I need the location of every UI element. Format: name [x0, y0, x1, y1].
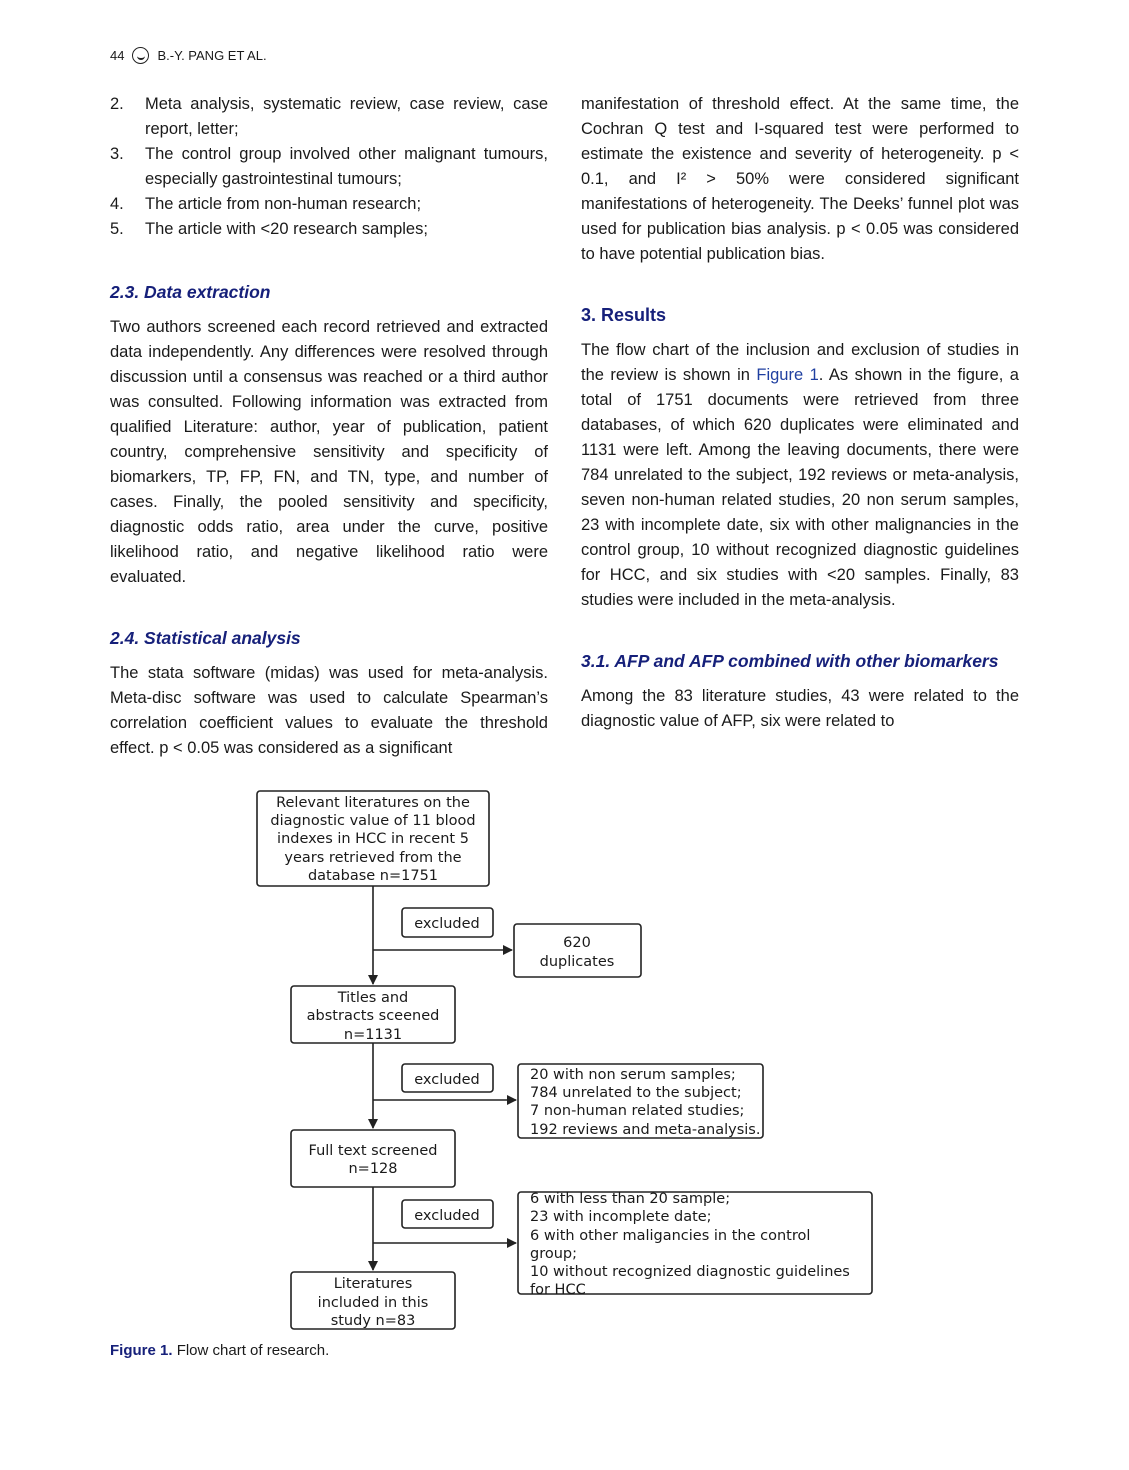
paragraph-results: The flow chart of the inclusion and exclusion of studies in the review is shown in Figure 1. As shown in the figure, a total of 1751 documents were retrieved from three databases, of which 620 duplicates were eliminated and 1131 were left. Among the leaving documents, there were 784 unrelated to the subject, 192 reviews or meta-analysis, seven non-human related studies, 20 non serum samples, 23 with incomplete date, six with other malignancies in the control group, 10 without recognized diagnostic guidelines for HCC, and six studies with <20 samples. Finally, 83 studies were included in the meta-analysis. — [581, 341, 1019, 609]
list-item: 2. Meta analysis, systematic review, case review, case report, letter; — [110, 95, 548, 138]
box4-line: included in this — [317, 1295, 429, 1311]
right-column — [581, 92, 1019, 734]
section-heading-afp: 3.1. AFP and AFP combined with other biomarkers — [581, 651, 999, 671]
list-item: 4. The article from non-human research; — [110, 195, 422, 213]
excluded-label: excluded — [414, 1208, 480, 1224]
box1-line: database n=1751 — [307, 868, 439, 884]
list-item: 3. The control group involved other malignant tumours, especially gastrointestinal tumours; — [110, 145, 548, 188]
box3-line: n=128 — [348, 1161, 398, 1177]
box-retrieved — [257, 791, 489, 886]
excluded-reason: 10 without recognized diagnostic guidelines — [530, 1264, 850, 1280]
paragraph-data-extraction: Two authors screened each record retrieved and extracted data independently. Any differences were resolved through discussion until a consensus was reached or a third author was consulted. Following information was extracted from qualified Literature: author, year of publication, patient country, comprehensive sensitivity and specificity of biomarkers, TP, FP, FN, and TN, type, and number of cases. Finally, the pooled sensitivity and specificity, diagnostic odds ratio, area under the curve, positive likelihood ratio, and negative likelihood ratio were evaluated. — [110, 318, 548, 586]
excluded-label: excluded — [414, 1072, 480, 1088]
box-duplicates — [514, 924, 641, 977]
running-header — [110, 47, 267, 64]
excluded-reason: 6 with less than 20 sample; — [530, 1191, 731, 1207]
box-titles-screened — [291, 986, 455, 1043]
running-authors: B.-Y. PANG ET AL. — [157, 48, 267, 63]
box1-line: diagnostic value of 11 blood — [270, 813, 476, 829]
box4-line: study n=83 — [330, 1313, 416, 1329]
section-heading-statistical-analysis: 2.4. Statistical analysis — [110, 628, 301, 648]
figure-link[interactable]: Figure 1 — [756, 366, 819, 384]
left-column — [110, 92, 548, 761]
excluded-reason: 23 with incomplete date; — [530, 1209, 712, 1225]
box-excluded-reasons-1 — [518, 1064, 763, 1138]
excluded-label-box — [402, 908, 493, 937]
journal-logo-icon — [132, 47, 149, 64]
paragraph-afp: Among the 83 literature studies, 43 were related to the diagnostic value of AFP, six were related to — [581, 687, 1019, 730]
duplicates-line: 620 — [563, 935, 591, 951]
excluded-label-box — [402, 1064, 493, 1092]
box4-line: Literatures — [333, 1276, 413, 1292]
box-fulltext-screened — [291, 1130, 455, 1187]
section-heading-data-extraction: 2.3. Data extraction — [110, 282, 271, 302]
excluded-reason: 20 with non serum samples; — [530, 1067, 736, 1083]
page-number: 44 — [110, 48, 125, 63]
duplicates-line: duplicates — [539, 954, 615, 970]
section-heading-results: 3. Results — [581, 305, 667, 325]
box2-line: n=1131 — [343, 1027, 403, 1043]
excluded-reason: 192 reviews and meta-analysis. — [530, 1122, 761, 1138]
excluded-label-box — [402, 1200, 493, 1228]
box1-line: years retrieved from the — [284, 850, 462, 866]
box-excluded-reasons-2 — [518, 1192, 872, 1294]
box-included — [291, 1272, 455, 1329]
box2-line: Titles and — [337, 990, 409, 1006]
list-item: 5. The article with <20 research samples; — [110, 220, 428, 238]
excluded-reason: 784 unrelated to the subject; — [530, 1085, 742, 1101]
excluded-label: excluded — [414, 916, 480, 932]
box1-line: indexes in HCC in recent 5 — [277, 831, 469, 847]
excluded-reason: group; — [530, 1246, 577, 1262]
figure-caption-label: Figure 1. — [110, 1342, 173, 1359]
box3-line: Full text screened — [308, 1143, 438, 1159]
box2-line: abstracts sceened — [306, 1008, 440, 1024]
figure-caption — [110, 1342, 329, 1359]
excluded-reason: for HCC — [530, 1282, 586, 1298]
paragraph-statistical-analysis: The stata software (midas) was used for meta-analysis. Meta-disc software was used to calculate Spearman’s correlation coefficient values to evaluate the threshold effect. p < 0.05 was considered as a significant — [110, 664, 548, 757]
box1-line: Relevant literatures on the — [276, 795, 470, 811]
excluded-reason: 7 non-human related studies; — [530, 1103, 745, 1119]
excluded-reason: 6 with other maligancies in the control — [530, 1228, 811, 1244]
paragraph-heterogeneity: manifestation of threshold effect. At the same time, the Cochran Q test and I-squared test were performed to estimate the existence and severity of heterogeneity. p < 0.1, and I² > 50% were considered significant manifestations of heterogeneity. The Deeks’ funnel plot was used for publication bias analysis. p < 0.05 was considered to have potential publication bias. — [581, 95, 1019, 263]
figure-caption-text: Flow chart of research. — [176, 1342, 330, 1359]
